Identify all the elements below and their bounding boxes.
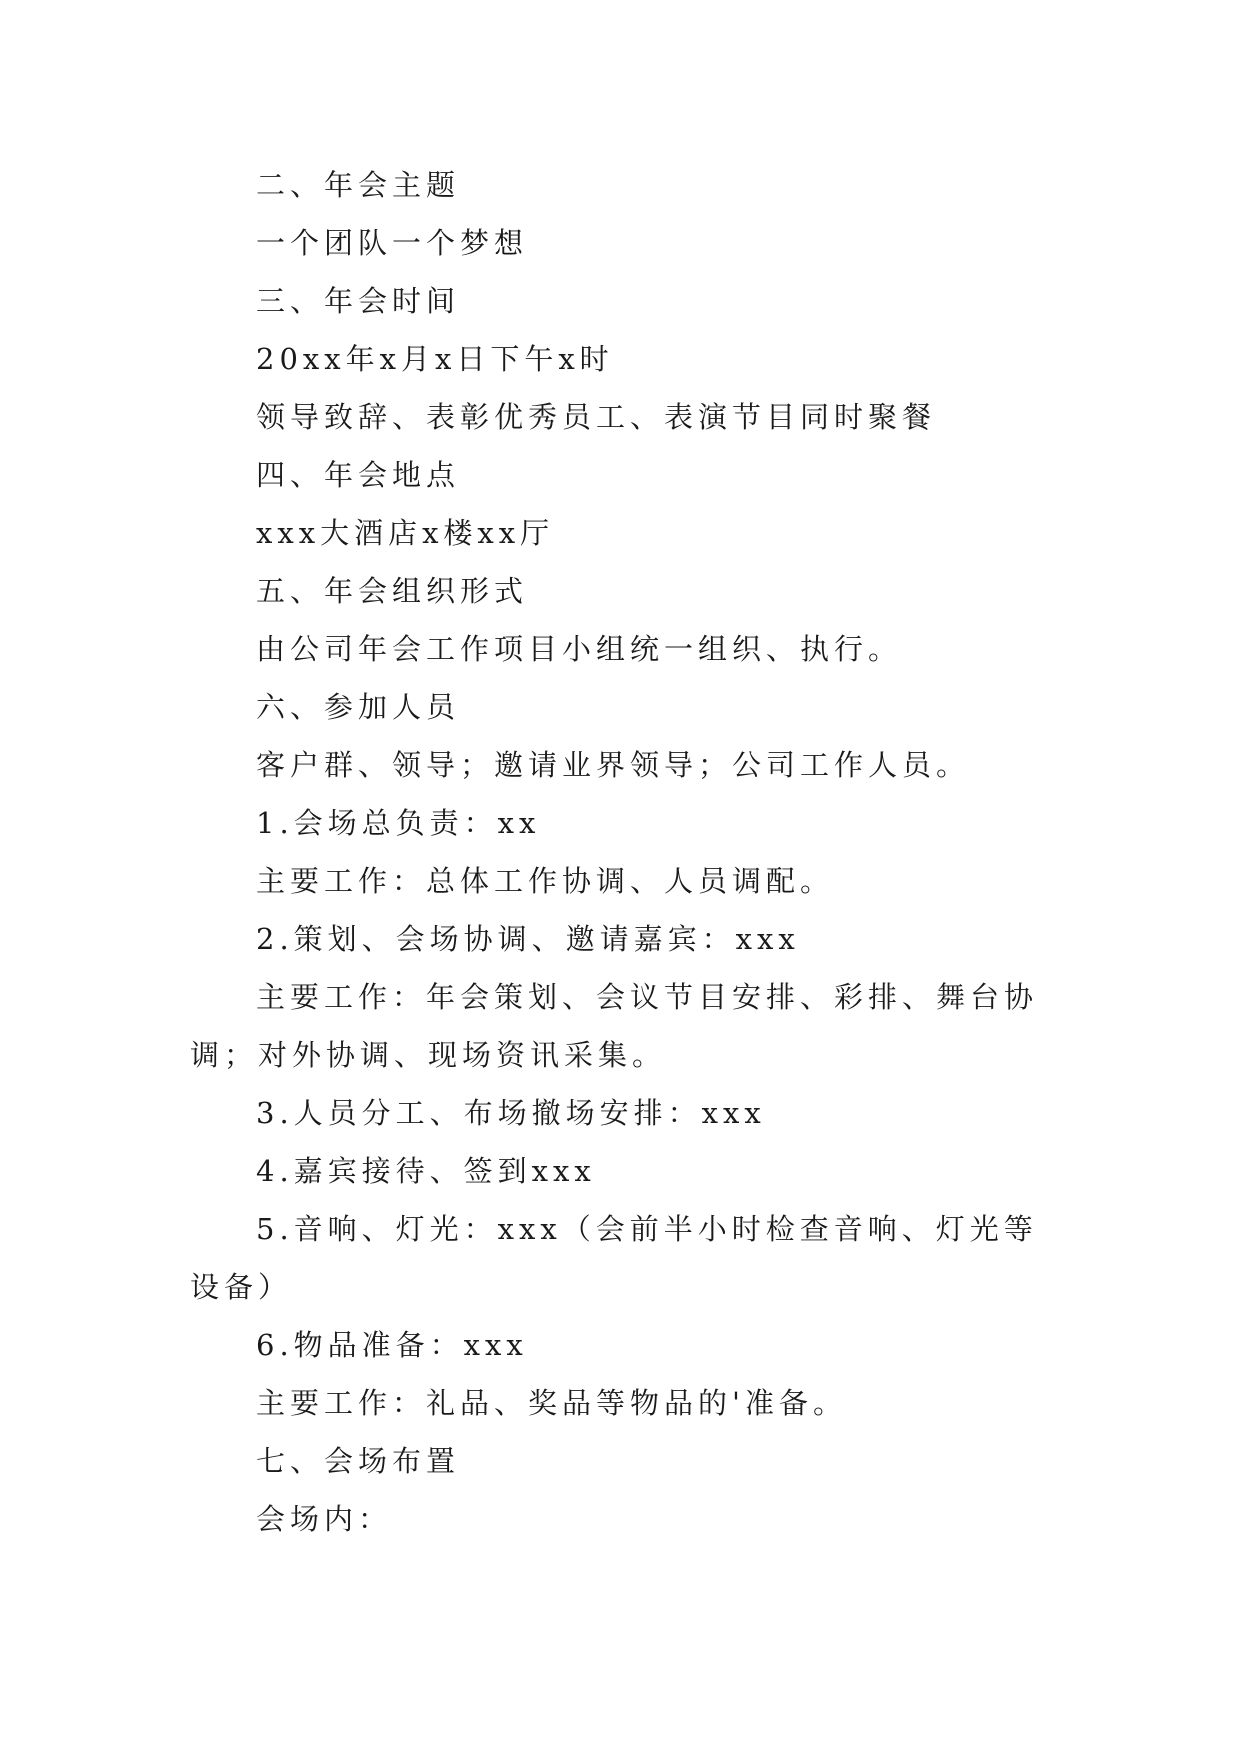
paragraph-agenda: 领导致辞、表彰优秀员工、表演节目同时聚餐 [256,400,937,434]
paragraph-location: xxx大酒店x楼xx厅 [256,516,555,550]
list-item-supplies: 6.物品准备：xxx [256,1328,528,1362]
list-item-planning: 2.策划、会场协调、邀请嘉宾：xxx [256,922,800,956]
paragraph-supplies-duties: 主要工作：礼品、奖品等物品的'准备。 [256,1386,847,1420]
list-item-reception: 4.嘉宾接待、签到xxx [256,1154,596,1188]
paragraph-venue-lead-duties: 主要工作：总体工作协调、人员调配。 [256,864,835,898]
paragraph-planning-duties: 主要工作：年会策划、会议节目安排、彩排、舞台协调；对外协调、现场资讯采集。 [190,980,1039,1072]
paragraph-date: 20xx年x月x日下午x时 [256,342,614,376]
section-heading-time: 三、年会时间 [256,284,461,318]
paragraph-participants: 客户群、领导；邀请业界领导；公司工作人员。 [256,748,971,782]
section-heading-organization: 五、年会组织形式 [256,574,529,608]
list-item-audio-lighting: 5.音响、灯光：xxx（会前半小时检查音响、灯光等设备） [190,1212,1038,1304]
paragraph-theme: 一个团队一个梦想 [256,226,529,260]
section-heading-participants: 六、参加人员 [256,690,461,724]
list-item-staffing: 3.人员分工、布场撤场安排：xxx [256,1096,766,1130]
list-item-venue-lead: 1.会场总负责：xx [256,806,541,840]
section-heading-theme: 二、年会主题 [256,168,461,202]
section-heading-location: 四、年会地点 [256,458,461,492]
document-body [190,156,1060,1548]
section-heading-venue-setup: 七、会场布置 [256,1444,461,1478]
paragraph-organization: 由公司年会工作项目小组统一组织、执行。 [256,632,903,666]
paragraph-venue-interior: 会场内： [256,1502,393,1536]
